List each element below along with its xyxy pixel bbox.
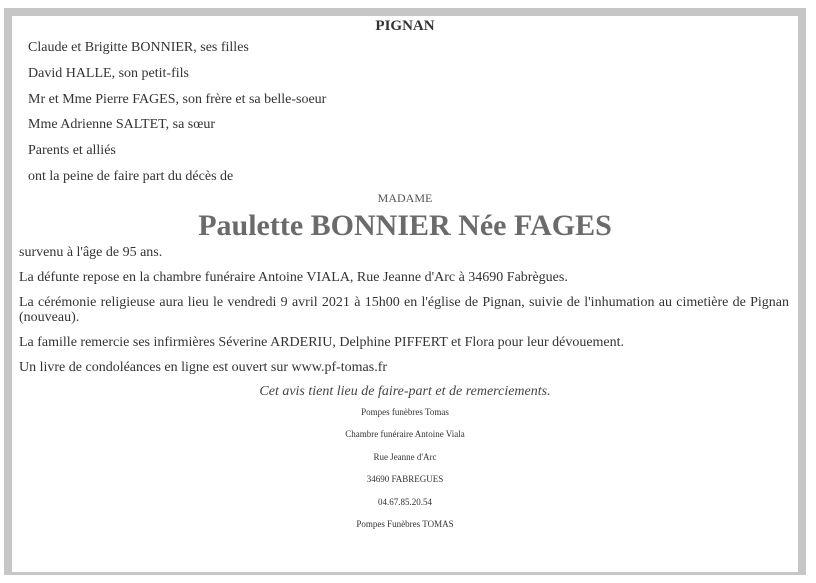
family-line: Parents et alliés: [28, 143, 116, 159]
family-line: Claude et Brigitte BONNIER, ses filles: [28, 40, 249, 55]
obituary-content: [4, 8, 806, 583]
footer-line: Pompes Funèbres TOMAS: [356, 519, 454, 530]
family-list: [28, 39, 806, 185]
family-line: Mme Adrienne SALTET, sa sœur: [28, 117, 216, 133]
ceremony-paragraph: La cérémonie religieuse aura lieu le vendredi 9 avril 2021 à 15h00 en l'église de Pignan, suivie de l'inhumation au cimetière de Pignan (nouveau).: [19, 294, 789, 325]
rest-place-paragraph: La défunte repose en la chambre funéraire Antoine VIALA, Rue Jeanne d'Arc à 34690 Fabrègues.: [19, 269, 568, 285]
town-heading: PIGNAN: [375, 18, 435, 34]
footer-line: 04.67.85.20.54: [378, 496, 432, 507]
family-line: Mr et Mme Pierre FAGES, son frère et sa belle-soeur: [28, 91, 327, 107]
deceased-title: MADAME: [377, 190, 433, 205]
footer-line: Rue Jeanne d'Arc: [373, 451, 437, 462]
thanks-paragraph: La famille remercie ses infirmières Séverine ARDERIU, Delphine PIFFERT et Flora pour leur dévouement.: [19, 334, 625, 350]
notice-text: Cet avis tient lieu de faire-part et de remerciements.: [259, 383, 551, 399]
age-paragraph: survenu à l'âge de 95 ans.: [19, 244, 163, 260]
footer-line: Chambre funéraire Antoine Viala: [345, 429, 465, 440]
footer-line: 34690 FABREGUES: [366, 474, 444, 485]
footer-line: Pompes funèbres Tomas: [361, 406, 449, 417]
funeral-home-footer: [4, 407, 806, 531]
deceased-name: Paulette BONNIER Née FAGES: [198, 208, 612, 242]
family-line: ont la peine de faire part du décès de: [28, 168, 234, 184]
family-line: David HALLE, son petit-fils: [28, 65, 189, 81]
condolence-paragraph: Un livre de condoléances en ligne est ouvert sur www.pf-tomas.fr: [19, 359, 388, 375]
